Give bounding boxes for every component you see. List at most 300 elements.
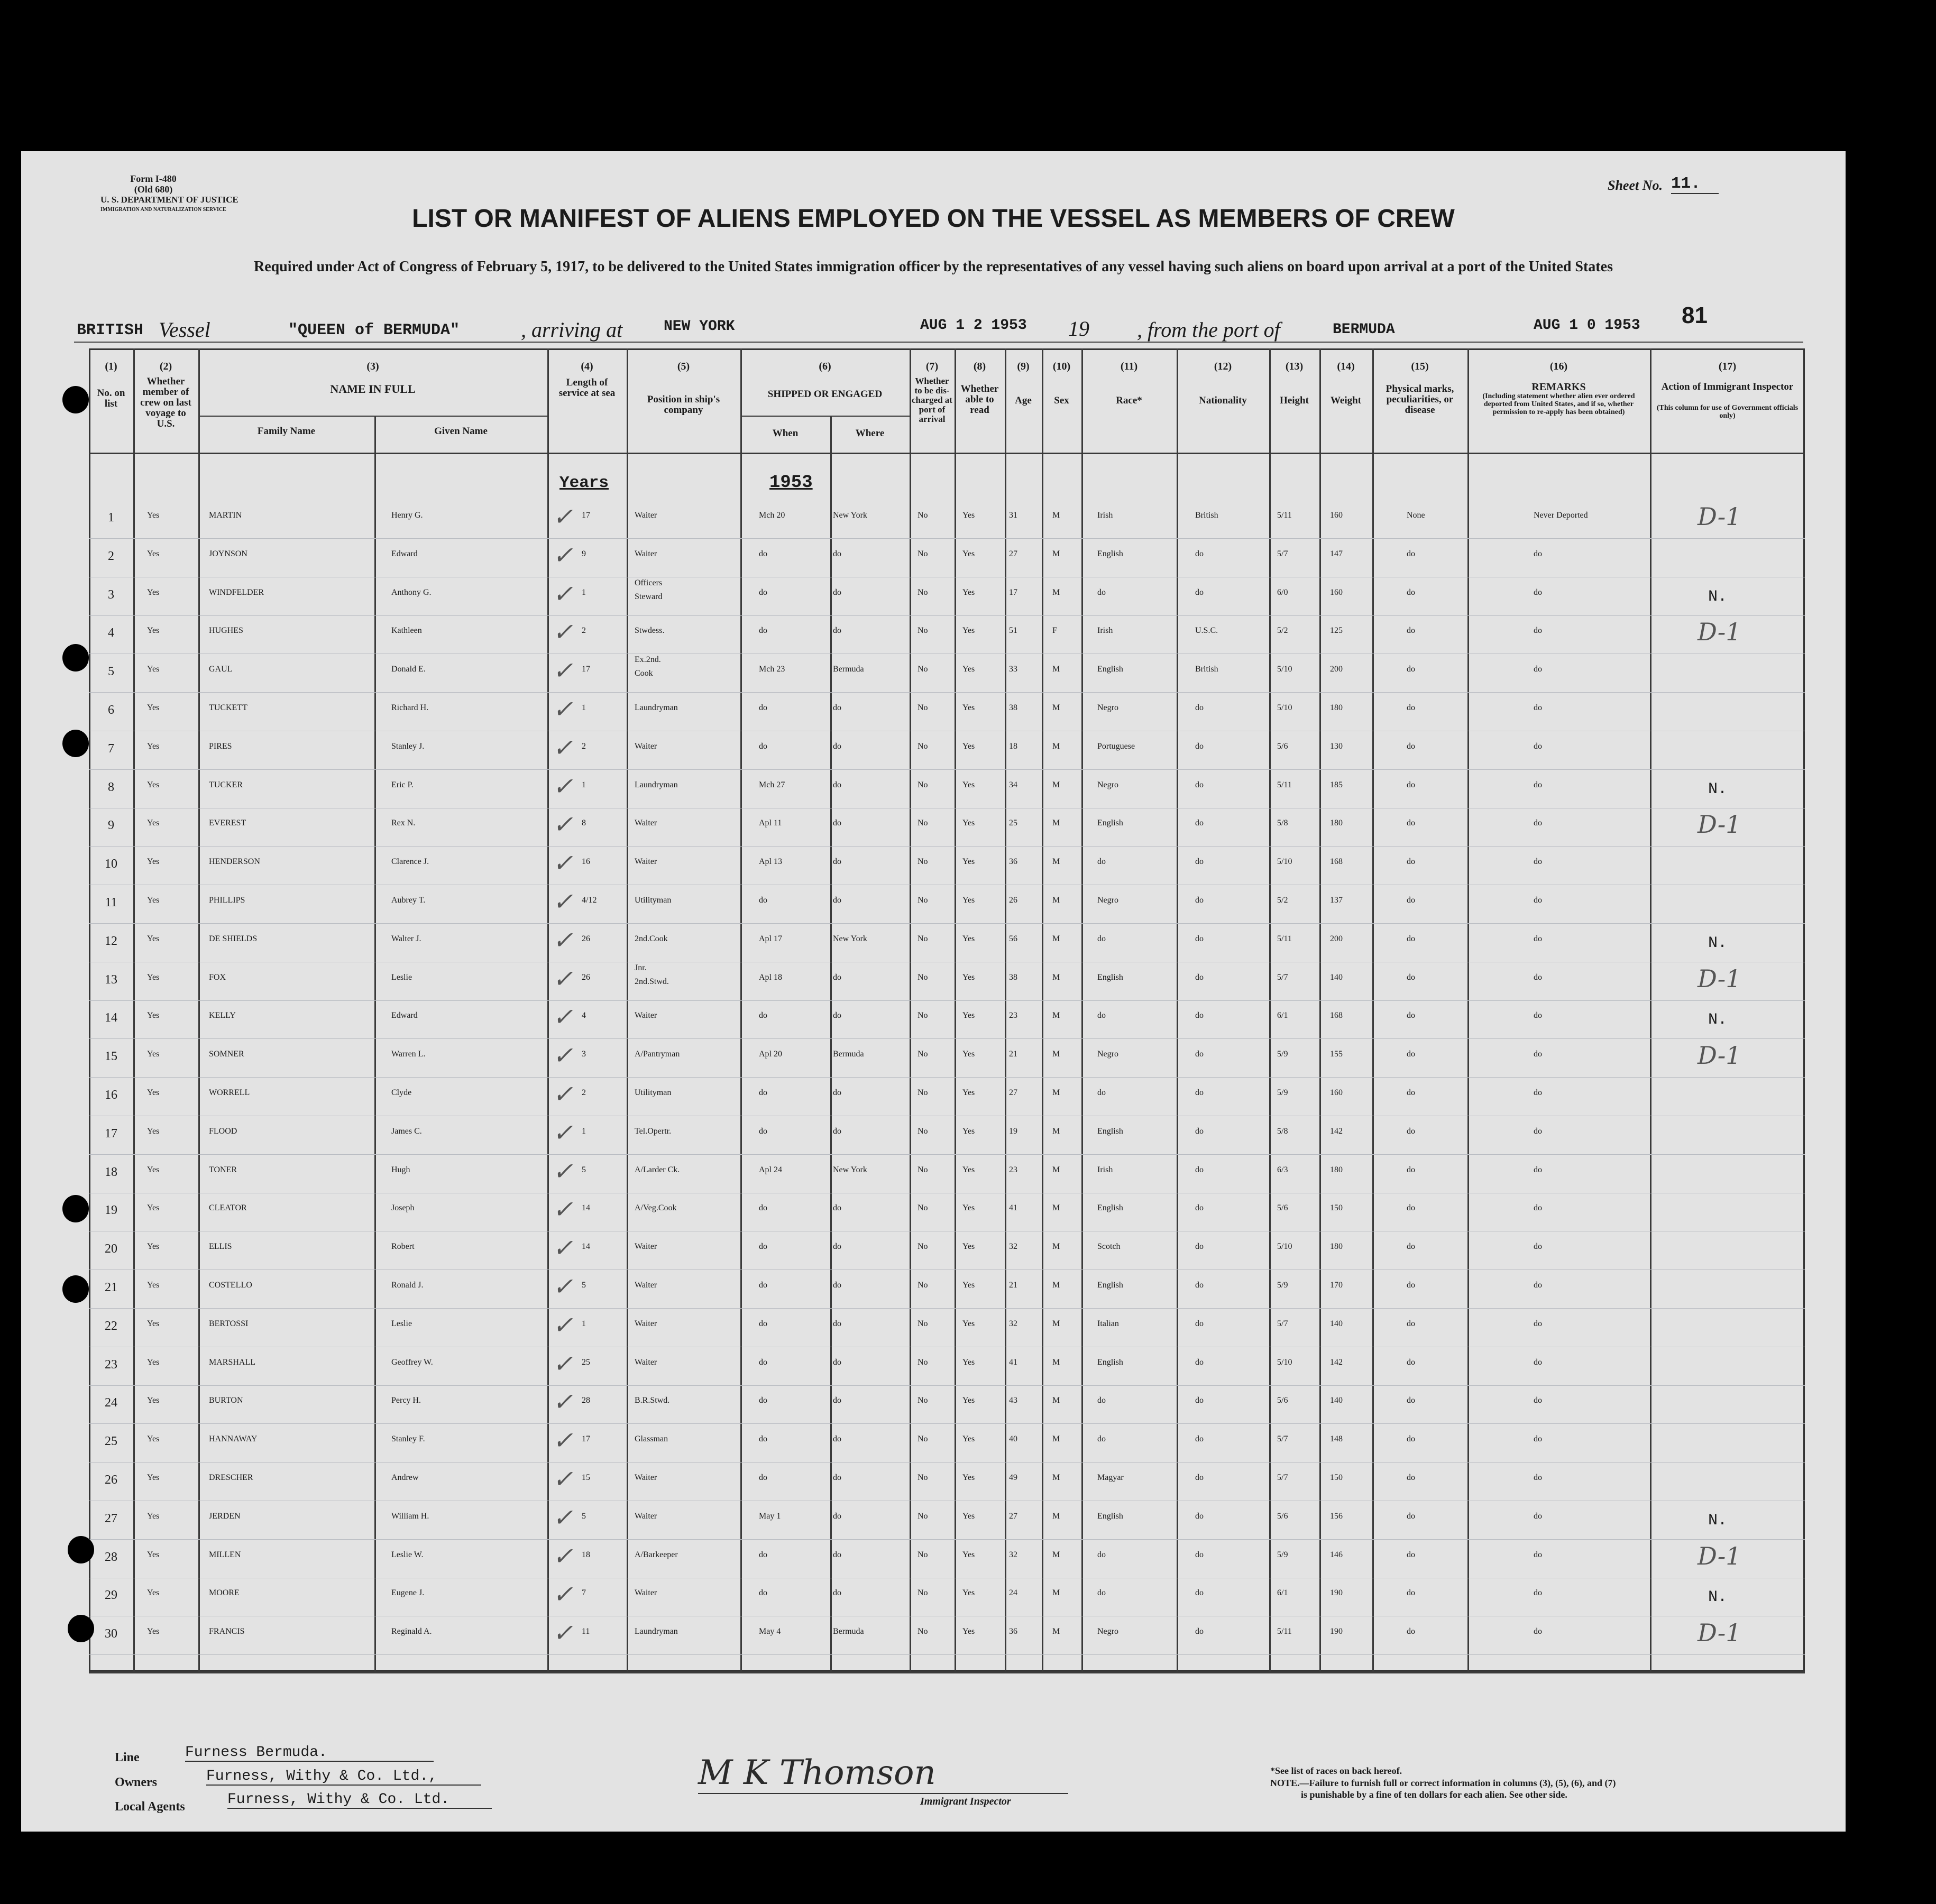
cell-disch: No [917,818,928,828]
check-mark: ✓ [553,1541,573,1570]
cell-disch: No [917,741,928,751]
cell-remarks: do [1534,1242,1542,1252]
col-head-action: Action of Immigrant Inspector [1661,381,1794,392]
cell-service: 4 [582,1011,586,1020]
cell-remarks: do [1534,1473,1542,1482]
cell-nat: British [1195,511,1218,520]
cell-disch: No [917,857,928,867]
year-label: 1953 [769,473,813,493]
cell-read: Yes [962,1126,975,1136]
cell-family: HANNAWAY [209,1434,258,1444]
cell-service: 26 [582,972,590,982]
cell-nat: do [1195,1165,1204,1174]
cell-read: Yes [962,626,975,636]
cell-position: Waiter [635,1588,657,1598]
col-head-remarks: REMARKS [1531,381,1586,393]
cell-no: 14 [105,1011,117,1025]
cell-race: Negro [1097,780,1118,789]
cell-prev: Yes [147,1281,160,1290]
cell-position: Laundryman [635,703,678,712]
cell-height: 5/2 [1277,896,1288,905]
cell-family: JERDEN [209,1511,241,1521]
cell-where: do [833,857,841,867]
cell-no: 13 [105,972,117,987]
cell-weight: 168 [1330,857,1343,867]
cell-family: TUCKETT [209,703,247,712]
cell-remarks: do [1534,896,1542,905]
year-prefix: 19 [1068,317,1089,341]
cell-no: 21 [105,1281,117,1294]
cell-where: do [833,1550,841,1559]
cell-position: Waiter [635,1011,657,1020]
col-head-weight: Weight [1330,395,1362,406]
cell-height: 5/9 [1277,1550,1288,1559]
inspector-signature: M K Thomson [698,1753,936,1792]
row-rule [89,923,1805,924]
cell-when: do [759,703,767,712]
check-mark: ✓ [553,1156,573,1185]
cell-position: Waiter [635,1473,657,1482]
cell-position: Laundryman [635,1627,678,1636]
col-num-9: (9) [1017,361,1030,372]
cell-marks: do [1407,1126,1415,1136]
cell-marks: do [1407,896,1415,905]
cell-service: 26 [582,934,590,943]
cell-position: Waiter [635,741,657,751]
cell-disch: No [917,1357,928,1367]
col-num-15: (15) [1411,361,1429,372]
cell-where: do [833,587,841,597]
row-rule [89,692,1805,693]
cell-remarks: do [1534,549,1542,558]
cell-prev: Yes [147,587,160,597]
cell-height: 5/8 [1277,1126,1288,1136]
cell-sex: M [1052,703,1060,712]
cell-height: 5/6 [1277,1396,1288,1405]
col-head-shipped: SHIPPED OR ENGAGED [767,389,883,400]
cell-given: Donald E. [391,665,426,674]
cell-weight: 180 [1330,1165,1343,1174]
cell-no: 2 [108,549,114,563]
cell-service: 16 [582,857,590,867]
cell-no: 1 [108,511,114,525]
cell-no: 27 [105,1511,117,1525]
department: U. S. DEPARTMENT OF JUSTICE [100,195,238,205]
cell-when: Mch 27 [759,780,785,789]
cell-race: English [1097,1126,1123,1136]
row-rule [89,615,1805,616]
cell-height: 5/11 [1277,934,1292,943]
shipped-header-rule [740,416,910,417]
check-mark: ✓ [553,1272,573,1301]
cell-age: 27 [1009,1088,1017,1097]
cell-nat: do [1195,1434,1204,1444]
cell-no: 5 [108,665,114,679]
cell-where: New York [833,934,867,943]
row-rule [89,1539,1805,1540]
cell-weight: 147 [1330,549,1343,558]
check-mark: ✓ [553,964,573,993]
cell-nat: do [1195,934,1204,943]
cell-given: Percy H. [391,1396,421,1405]
cell-family: FOX [209,972,226,982]
cell-weight: 160 [1330,1088,1343,1097]
row-rule [89,1385,1805,1386]
cell-disch: No [917,626,928,636]
cell-sex: M [1052,587,1060,597]
check-mark: ✓ [553,579,573,608]
col-head-race: Race* [1116,395,1142,406]
cell-height: 5/11 [1277,780,1292,789]
check-mark: ✓ [553,695,573,723]
check-mark: ✓ [553,810,573,839]
cell-position: Laundryman [635,780,678,789]
cell-marks: do [1407,1050,1415,1059]
owners-value: Furness, Withy & Co. Ltd., [206,1768,481,1786]
cell-age: 32 [1009,1319,1017,1328]
cell-no: 19 [105,1203,117,1218]
cell-weight: 160 [1330,587,1343,597]
check-mark: ✓ [553,1195,573,1224]
cell-family: BURTON [209,1396,243,1405]
cell-given: Leslie [391,972,412,982]
cell-age: 27 [1009,1511,1017,1521]
cell-marks: do [1407,1511,1415,1521]
cell-prev: Yes [147,1242,160,1252]
cell-position: Glassman [635,1434,668,1444]
cell-marks: do [1407,780,1415,789]
cell-read: Yes [962,511,975,520]
cell-marks: do [1407,1396,1415,1405]
cell-sex: M [1052,1165,1060,1174]
cell-nat: do [1195,818,1204,828]
cell-disch: No [917,703,928,712]
cell-where: Bermuda [833,665,864,674]
cell-read: Yes [962,1550,975,1559]
cell-service: 3 [582,1050,586,1059]
cell-age: 17 [1009,587,1017,597]
cell-service: 1 [582,587,586,597]
cell-given: Walter J. [391,934,421,943]
cell-height: 6/1 [1277,1588,1288,1598]
cell-read: Yes [962,1281,975,1290]
cell-race: do [1097,1088,1106,1097]
cell-position: B.R.Stwd. [635,1396,670,1405]
check-mark: ✓ [553,1618,573,1648]
cell-service: 18 [582,1550,590,1559]
cell-remarks: do [1534,1396,1542,1405]
cell-where: do [833,1511,841,1521]
cell-service: 2 [582,626,586,636]
cell-sex: M [1052,857,1060,867]
cell-sex: M [1052,1242,1060,1252]
cell-family: GAUL [209,665,233,674]
cell-sex: M [1052,1434,1060,1444]
cell-sex: M [1052,665,1060,674]
cell-given: Henry G. [391,511,423,520]
cell-disch: No [917,1396,928,1405]
cell-age: 38 [1009,703,1017,712]
cell-no: 8 [108,780,114,794]
check-mark: ✓ [553,1349,573,1378]
cell-position: Waiter [635,1511,657,1521]
cell-sex: M [1052,1627,1060,1636]
cell-height: 5/10 [1277,1242,1292,1252]
cell-when: do [759,626,767,636]
cell-family: BERTOSSI [209,1319,249,1328]
cell-where: do [833,1011,841,1020]
cell-race: do [1097,1550,1106,1559]
cell-no: 24 [105,1396,117,1410]
agents-value: Furness, Withy & Co. Ltd. [227,1791,492,1809]
cell-service: 5 [582,1281,586,1290]
cell-remarks: do [1534,587,1542,597]
service: IMMIGRATION AND NATURALIZATION SERVICE [100,207,226,213]
cell-remarks: do [1534,1319,1542,1328]
row-rule [89,1077,1805,1078]
cell-given: Stanley J. [391,741,425,751]
cell-no: 26 [105,1473,117,1487]
cell-weight: 160 [1330,511,1343,520]
cell-service: 7 [582,1588,586,1598]
check-mark: ✓ [553,733,573,762]
cell-prev: Yes [147,934,160,943]
cell-age: 33 [1009,665,1017,674]
cell-marks: do [1407,1627,1415,1636]
cell-weight: 140 [1330,972,1343,982]
cell-given: Eric P. [391,780,414,789]
cell-race: do [1097,1396,1106,1405]
cell-no: 9 [108,818,114,833]
cell-action: N. [1708,934,1728,952]
cell-position: Tel.Opertr. [635,1126,672,1136]
cell-family: FLOOD [209,1126,237,1136]
col-head-remarks-sub: (Including statement whether alien ever ordered deported from United States, and if so, whether permission to re-apply has been obtained) [1482,392,1635,416]
cell-race: English [1097,1511,1123,1521]
cell-service: 2 [582,741,586,751]
cell-sex: M [1052,972,1060,982]
cell-when: do [759,1473,767,1482]
cell-where: Bermuda [833,1627,864,1636]
cell-read: Yes [962,1165,975,1174]
cell-marks: do [1407,1088,1415,1097]
vessel-line-rule [74,342,1803,343]
row-rule [89,846,1805,847]
cell-marks: do [1407,626,1415,636]
cell-no: 17 [105,1126,117,1140]
cell-disch: No [917,1473,928,1482]
inspector-label: Immigrant Inspector [920,1796,1011,1807]
cell-position: Waiter [635,1242,657,1252]
cell-weight: 140 [1330,1319,1343,1328]
cell-service: 1 [582,703,586,712]
cell-age: 23 [1009,1165,1017,1174]
cell-height: 5/2 [1277,626,1288,636]
cell-action: N. [1708,1011,1728,1029]
cell-no: 30 [105,1627,117,1641]
cell-marks: do [1407,665,1415,674]
cell-marks: do [1407,1357,1415,1367]
depart-date: AUG 1 0 1953 [1534,317,1640,334]
cell-sex: M [1052,1550,1060,1559]
cell-action: N. [1708,1511,1728,1530]
cell-read: Yes [962,1357,975,1367]
cell-given: Aubrey T. [391,896,426,905]
cell-family: DRESCHER [209,1473,253,1482]
cell-remarks: do [1534,626,1542,636]
check-mark: ✓ [553,618,573,647]
cell-when: do [759,1126,767,1136]
cell-when: do [759,1242,767,1252]
cell-when: May 4 [759,1627,781,1636]
cell-nat: do [1195,549,1204,558]
check-mark: ✓ [553,1041,573,1070]
cell-race: do [1097,587,1106,597]
cell-weight: 156 [1330,1511,1343,1521]
cell-disch: No [917,1011,928,1020]
cell-age: 38 [1009,972,1017,982]
col-num-1: (1) [105,361,117,372]
cell-given: Kathleen [391,626,422,636]
cell-nat: do [1195,1473,1204,1482]
cell-nat: do [1195,1588,1204,1598]
cell-family: TUCKER [209,780,243,789]
cell-service: 1 [582,1126,586,1136]
cell-height: 6/0 [1277,587,1288,597]
col-head-name: NAME IN FULL [330,382,416,395]
cell-given: Leslie [391,1319,412,1328]
cell-where: do [833,703,841,712]
cell-age: 18 [1009,741,1017,751]
cell-when: do [759,549,767,558]
cell-remarks: do [1534,1627,1542,1636]
vessel-nationality: BRITISH [77,321,144,339]
cell-age: 36 [1009,857,1017,867]
cell-weight: 155 [1330,1050,1343,1059]
cell-read: Yes [962,665,975,674]
col-num-8: (8) [973,361,986,372]
cell-read: Yes [962,896,975,905]
cell-race: Magyar [1097,1473,1124,1482]
cell-sex: M [1052,1011,1060,1020]
cell-remarks: Never Deported [1534,511,1588,520]
cell-read: Yes [962,1203,975,1213]
cell-where: do [833,1319,841,1328]
cell-read: Yes [962,1627,975,1636]
col-num-11: (11) [1120,361,1138,372]
cell-family: TONER [209,1165,237,1174]
cell-read: Yes [962,818,975,828]
cell-prev: Yes [147,1088,160,1097]
cell-prev: Yes [147,972,160,982]
cell-weight: 180 [1330,1242,1343,1252]
cell-prev: Yes [147,1473,160,1482]
cell-no: 4 [108,626,114,640]
cell-sex: M [1052,934,1060,943]
cell-nat: do [1195,1627,1204,1636]
cell-when: do [759,1396,767,1405]
cell-height: 5/9 [1277,1088,1288,1097]
cell-prev: Yes [147,857,160,867]
vessel-name: "QUEEN of BERMUDA" [288,321,460,339]
cell-prev: Yes [147,818,160,828]
cell-service: 17 [582,511,590,520]
cell-given: William H. [391,1511,429,1521]
cell-given: Clyde [391,1088,412,1097]
check-mark: ✓ [553,540,573,569]
years-label: Years [559,474,609,492]
cell-action: D-1 [1698,1618,1741,1648]
cell-prev: Yes [147,1511,160,1521]
cell-read: Yes [962,549,975,558]
cell-read: Yes [962,741,975,751]
cell-race: Italian [1097,1319,1119,1328]
col-head-prev-voyage: Whether member of crew on last voyage to U.S. [140,376,191,429]
cell-remarks: do [1534,1126,1542,1136]
cell-disch: No [917,972,928,982]
cell-remarks: do [1534,934,1542,943]
cell-marks: None [1407,511,1425,520]
cell-where: do [833,1088,841,1097]
cell-when: Mch 20 [759,511,785,520]
cell-service: 1 [582,780,586,789]
cell-given: Leslie W. [391,1550,424,1559]
cell-sex: M [1052,1396,1060,1405]
col-head-no: No. on list [97,388,125,409]
cell-read: Yes [962,1242,975,1252]
cell-race: Irish [1097,626,1113,636]
cell-nat: do [1195,1511,1204,1521]
punch-hole [62,386,89,413]
col-num-16: (16) [1549,361,1568,372]
cell-family: CLEATOR [209,1203,247,1213]
cell-read: Yes [962,1396,975,1405]
col-head-height: Height [1280,395,1309,406]
cell-prev: Yes [147,1550,160,1559]
cell-service: 14 [582,1203,590,1213]
cell-position: A/Veg.Cook [635,1203,677,1213]
cell-service: 28 [582,1396,590,1405]
cell-read: Yes [962,972,975,982]
cell-no: 28 [105,1550,117,1564]
check-mark: ✓ [553,887,573,916]
cell-age: 24 [1009,1588,1017,1598]
cell-where: New York [833,1165,867,1174]
cell-nat: do [1195,587,1204,597]
cell-where: do [833,896,841,905]
cell-age: 40 [1009,1434,1017,1444]
cell-height: 5/7 [1277,549,1288,558]
cell-position: Waiter [635,1281,657,1290]
cell-nat: do [1195,1203,1204,1213]
punch-hole [68,1536,94,1563]
cell-position: Utilityman [635,1088,672,1097]
col-num-12: (12) [1214,361,1232,372]
cell-family: FRANCIS [209,1627,245,1636]
cell-family: MARSHALL [209,1357,256,1367]
cell-read: Yes [962,1473,975,1482]
cell-height: 5/7 [1277,1319,1288,1328]
cell-no: 25 [105,1434,117,1449]
row-rule [89,1423,1805,1424]
cell-position: Waiter [635,1319,657,1328]
cell-remarks: do [1534,1588,1542,1598]
cell-disch: No [917,1627,928,1636]
cell-family: COSTELLO [209,1281,252,1290]
cell-family: JOYNSON [209,549,247,558]
check-mark: ✓ [553,849,573,878]
from-port: BERMUDA [1333,321,1395,338]
